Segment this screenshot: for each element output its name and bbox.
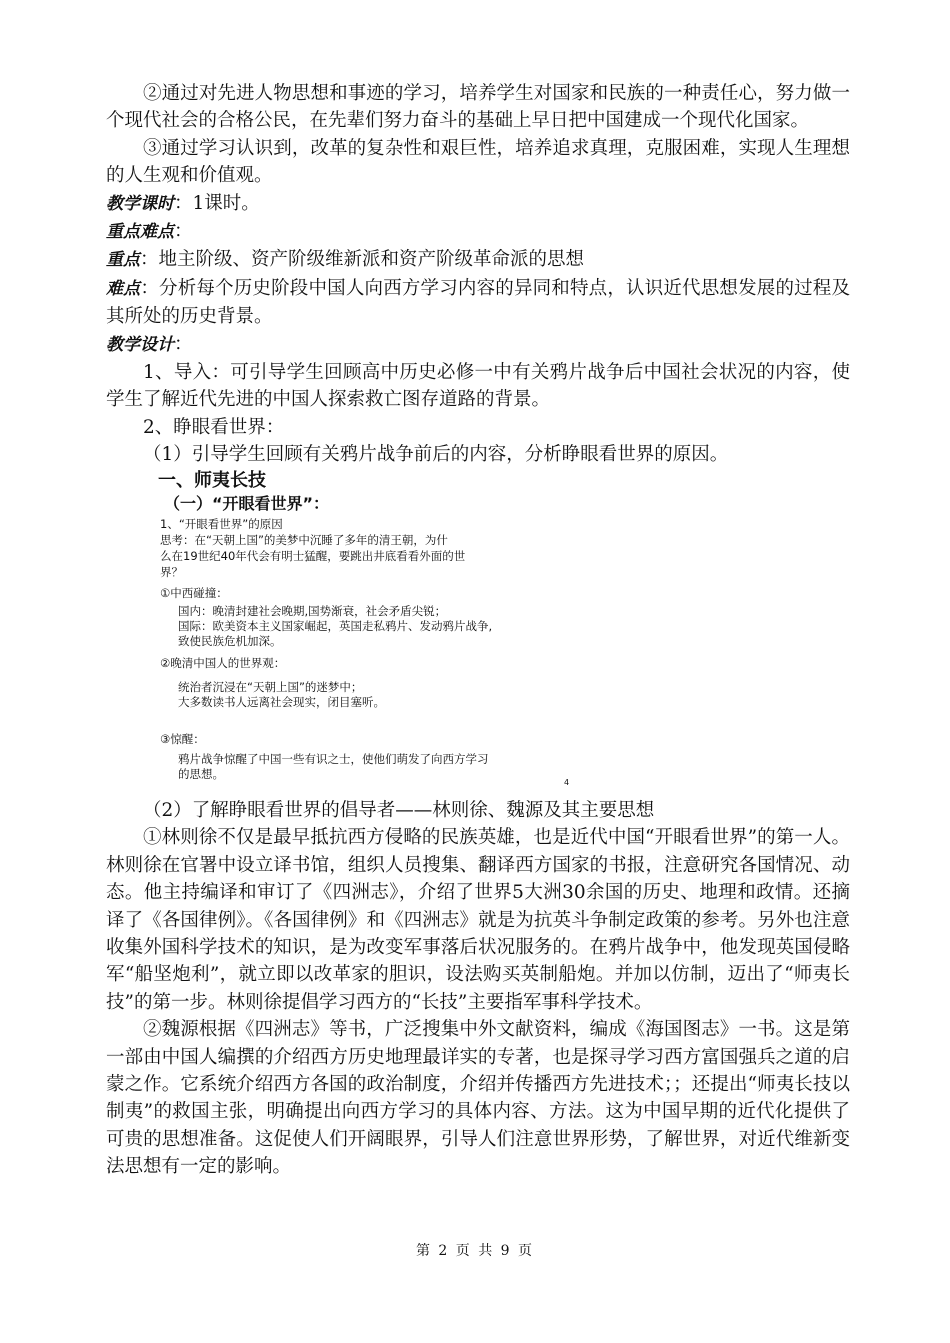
- key-point-value: ：地主阶级、资产阶级维新派和资产阶级革命派的思想: [140, 249, 585, 271]
- design-step-2-1: （1）引导学生回顾有关鸦片战争前后的内容，分析睁眼看世界的原因。: [143, 444, 729, 466]
- focus-difficulty-heading: 重点难点：: [106, 221, 193, 243]
- paragraph-goal-2: ②通过对先进人物思想和事迹的学习，培养学生对国家和民族的一种责任心，努力做一个现代社会的合格公民，在先辈们努力奋斗的基础上早日把中国建成一个现代化国家。: [106, 83, 850, 132]
- focus-difficulty-label: 重点难点: [106, 222, 174, 243]
- key-point-label: 重点: [106, 250, 140, 271]
- slide-line-reason: 1、“开眼看世界”的原因: [160, 517, 283, 531]
- difficulty-value: ：分析每个历史阶段中国人向西方学习内容的异同和特点，认识近代思想发展的过程及其所处的历史背景。: [106, 277, 850, 328]
- slide-worldview-2: 大多数读书人远离社会现实，闭目塞听。: [178, 695, 385, 709]
- slide-line-think-1: 思考：在“天朝上国”的美梦中沉睡了多年的清王朝，为什: [160, 533, 448, 547]
- slide-line-think-2: 么在19世纪40年代会有明士猛醒，要跳出井底看看外面的世: [160, 549, 466, 563]
- teaching-hours-value: ：1课时。: [174, 192, 260, 214]
- teaching-design-label: 教学设计: [106, 334, 174, 355]
- slide-clash-domestic: 国内：晚清封建社会晚期,国势渐衰，社会矛盾尖锐；: [178, 604, 447, 618]
- design-step-1: 1、导入：可引导学生回顾高中历史必修一中有关鸦片战争后中国社会状况的内容，使学生了解近代先进的中国人探索救亡图存道路的背景。: [106, 362, 850, 411]
- design-step-2: 2、睁眼看世界：: [143, 416, 285, 438]
- slide-title: 一、师夷长技: [158, 470, 266, 491]
- teaching-design-heading: 教学设计：: [106, 333, 193, 355]
- paragraph-wei-yuan: ②魏源根据《四洲志》等书，广泛搜集中外文献资料，编成《海国图志》一书。这是第一部由中国人编撰的介绍西方历史地理最详实的专著，也是探寻学习西方富国强兵之道的启蒙之作。它系统介绍西方各国的政治制度，介绍并传播西方先进技术；；还提出“师夷长技以制夷”的救国主张，明确提出向西方学习的具体内容、方法。这为中国早期的近代化提供了可贵的思想准备。这促使人们开阔眼界，引导人们注意世界形势，了解世界，对近代维新变法思想有一定的影响。: [106, 1019, 850, 1178]
- slide-worldview-heading: ②晚清中国人的世界观：: [160, 656, 286, 670]
- key-point: [106, 246, 850, 274]
- slide-clash-heading: ①中西碰撞：: [160, 586, 228, 600]
- slide-subtitle: （一）“开眼看世界”：: [164, 494, 330, 513]
- slide-awake-2: 的思想。: [178, 767, 224, 781]
- slide-line-think-3: 界？: [160, 565, 183, 579]
- teaching-hours-label: 教学课时: [106, 193, 174, 214]
- paragraph-goal-3: ③通过学习认识到，改革的复杂性和艰巨性，培养追求真理，克服困难，实现人生理想的人生观和价值观。: [106, 137, 850, 187]
- intro-block: [106, 80, 850, 469]
- slide-clash-intl-1: 国际：欧美资本主义国家崛起，英国走私鸦片、发动鸦片战争,: [178, 619, 493, 633]
- page-footer: 第 2 页 共 9 页: [415, 1243, 535, 1259]
- difficulty-point: [106, 275, 850, 331]
- slide-page-number: 4: [564, 778, 570, 787]
- slide-clash-intl-2: 致使民族危机加深。: [178, 634, 282, 648]
- slide-awake-heading: ③惊醒：: [160, 732, 205, 746]
- embedded-slide: [158, 466, 588, 798]
- paragraph-lin-zexu: ①林则徐不仅是最早抵抗西方侵略的民族英雄，也是近代中国“开眼看世界”的第一人。林则徐在官署中设立译书馆，组织人员搜集、翻译西方国家的书报，注意研究各国情况、动态。他主持编译和审订了《四洲志》，介绍了世界5大洲30余国的历史、地理和政情。还摘译了《各国律例》。《各国律例》和《四洲志》就是为抗英斗争制定政策的参考。另外也注意收集外国科学技术的知识，是为改变军事落后状况服务的。在鸦片战争中，他发现英国侵略军“船坚炮利”，就立即以改革家的胆识，设法购买英制船炮。并加以仿制，迈出了“师夷长技”的第一步。林则徐提倡学习西方的“长技”主要指军事科学技术。: [106, 827, 850, 1013]
- section-2-heading: （2）了解睁眼看世界的倡导者——林则徐、魏源及其主要思想: [143, 800, 655, 821]
- teaching-hours: [106, 190, 850, 218]
- section-2-block: [106, 797, 850, 1181]
- difficulty-label: 难点: [106, 278, 141, 299]
- slide-awake-1: 鸦片战争惊醒了中国一些有识之士，使他们萌发了向西方学习: [178, 752, 489, 766]
- slide-worldview-1: 统治者沉浸在“天朝上国”的迷梦中；: [178, 680, 363, 694]
